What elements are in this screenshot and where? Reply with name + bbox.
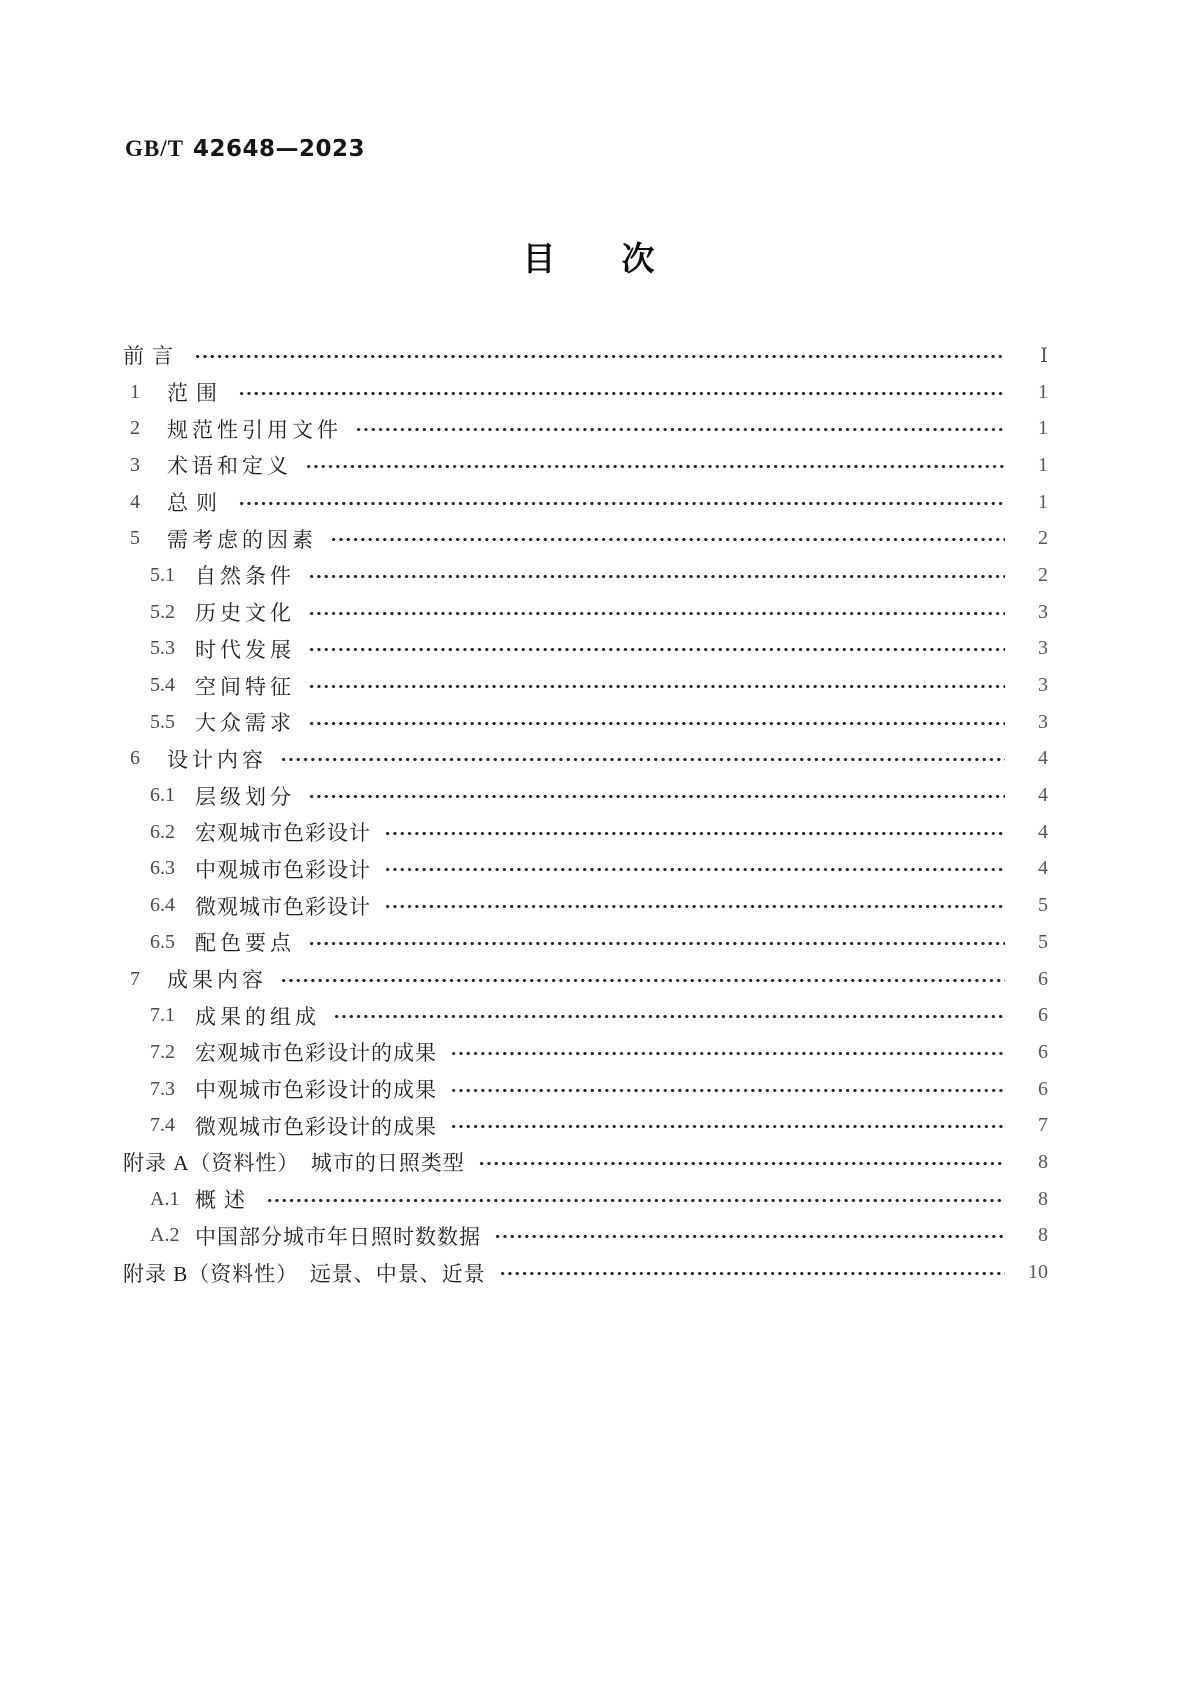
toc-entry-page: 2 — [1038, 527, 1048, 550]
toc-entry-label: 空间特征 — [195, 674, 295, 699]
dot-leader — [384, 829, 1005, 838]
toc-entry-number: 4 — [130, 490, 140, 513]
toc-entry-page: 3 — [1038, 674, 1048, 697]
toc-entry-number: 7.2 — [150, 1040, 175, 1063]
title-char-right: 次 — [621, 240, 655, 277]
toc-entry-page: 3 — [1038, 637, 1048, 660]
toc-entry[interactable] — [123, 1034, 1048, 1071]
toc-entry-number: 5.5 — [150, 710, 175, 733]
toc-entry-page: 6 — [1038, 1004, 1048, 1027]
dot-leader — [330, 535, 1005, 544]
toc-entry-label: 中观城市色彩设计的成果 — [195, 1078, 437, 1103]
dot-leader — [308, 792, 1005, 801]
toc-entry-number: 1 — [130, 380, 140, 403]
dot-leader — [305, 462, 1005, 471]
toc-entry[interactable] — [123, 777, 1048, 814]
standard-code: GB/T — [125, 136, 184, 161]
toc-entry-label: 时代发展 — [195, 637, 295, 662]
toc-entry-page: 6 — [1038, 967, 1048, 990]
toc-entry-label: 附录 A（资料性） 城市的日照类型 — [123, 1151, 465, 1176]
toc-entry-label: 规范性引用文件 — [167, 417, 342, 442]
title-char-left: 目 — [522, 240, 556, 277]
toc-entry-number: 5 — [130, 527, 140, 550]
dot-leader — [266, 1196, 1005, 1205]
toc-entry-label: 附录 B（资料性） 远景、中景、近景 — [123, 1261, 486, 1286]
toc-entry-page: 7 — [1038, 1114, 1048, 1137]
dot-leader — [308, 609, 1005, 618]
toc-entry[interactable] — [123, 594, 1048, 631]
toc-entry-page: 6 — [1038, 1077, 1048, 1100]
dot-leader — [308, 682, 1005, 691]
toc-entry[interactable] — [123, 447, 1048, 484]
toc-entry[interactable] — [123, 410, 1048, 447]
dot-leader — [238, 499, 1005, 508]
toc-entry-page: Ⅰ — [1040, 344, 1048, 367]
toc-entry-number: A.1 — [150, 1187, 180, 1210]
toc-entry-page: 1 — [1038, 380, 1048, 403]
toc-entry-label: 中国部分城市年日照时数数据 — [195, 1224, 481, 1249]
dot-leader — [308, 939, 1005, 948]
dot-leader — [238, 389, 1005, 398]
toc-entry-page: 1 — [1038, 490, 1048, 513]
toc-entry-label: 设计内容 — [167, 747, 267, 772]
toc-entry-page: 6 — [1038, 1040, 1048, 1063]
toc-entry-page: 4 — [1038, 820, 1048, 843]
toc-entry-label: 需考虑的因素 — [167, 527, 317, 552]
toc-entry[interactable] — [123, 1071, 1048, 1108]
toc-entry-number: 3 — [130, 453, 140, 476]
toc-entry[interactable] — [123, 741, 1048, 778]
toc-entry[interactable] — [123, 631, 1048, 668]
dot-leader — [450, 1049, 1005, 1058]
toc-entry[interactable] — [123, 374, 1048, 411]
toc-entry[interactable] — [123, 520, 1048, 557]
toc-entry-number: 5.2 — [150, 600, 175, 623]
toc-entry-number: A.2 — [150, 1224, 180, 1247]
toc-entry[interactable] — [123, 1181, 1048, 1218]
toc-entry[interactable] — [123, 1144, 1048, 1181]
dot-leader — [499, 1269, 1005, 1278]
toc-entry[interactable] — [123, 667, 1048, 704]
dot-leader — [450, 1122, 1005, 1131]
toc-entry-label: 宏观城市色彩设计的成果 — [195, 1041, 437, 1066]
dot-leader — [384, 902, 1005, 911]
toc-entry-page: 3 — [1038, 710, 1048, 733]
toc-entry-number: 7.4 — [150, 1114, 175, 1137]
toc-entry-page: 4 — [1038, 747, 1048, 770]
toc-entry-page: 8 — [1038, 1187, 1048, 1210]
toc-entry-label: 配色要点 — [195, 931, 295, 956]
toc-entry-number: 6 — [130, 747, 140, 770]
toc-entry-number: 6.3 — [150, 857, 175, 880]
toc-entry-page: 8 — [1038, 1224, 1048, 1247]
toc-entry-label: 层级划分 — [195, 784, 295, 809]
toc-entry-number: 6.4 — [150, 894, 175, 917]
toc-entry-number: 5.4 — [150, 674, 175, 697]
dot-leader — [280, 976, 1005, 985]
dot-leader — [494, 1232, 1005, 1241]
toc-entry-label: 前言 — [123, 344, 181, 369]
toc-entry-number: 7 — [130, 967, 140, 990]
toc-entry-label: 历史文化 — [195, 601, 295, 626]
dot-leader — [450, 1086, 1005, 1095]
toc-entry-number: 7.1 — [150, 1004, 175, 1027]
toc-entry-page: 10 — [1028, 1261, 1048, 1284]
toc-entry-page: 5 — [1038, 930, 1048, 953]
toc-entry[interactable] — [123, 1107, 1048, 1144]
toc-entry[interactable] — [123, 337, 1048, 374]
toc-entry[interactable] — [123, 1218, 1048, 1255]
toc-entry[interactable] — [123, 814, 1048, 851]
toc-entry[interactable] — [123, 961, 1048, 998]
dot-leader — [194, 352, 1005, 361]
toc-entry-page: 3 — [1038, 600, 1048, 623]
toc-entry-page: 4 — [1038, 784, 1048, 807]
toc-entry-label: 范围 — [167, 381, 225, 406]
toc-entry-page: 5 — [1038, 894, 1048, 917]
toc-entry-page: 2 — [1038, 563, 1048, 586]
standard-id: 42648—2023 — [192, 136, 365, 162]
dot-leader — [384, 865, 1005, 874]
toc-entry-label: 宏观城市色彩设计 — [195, 821, 371, 846]
toc-entry-label: 术语和定义 — [167, 454, 292, 479]
toc-entry[interactable] — [123, 997, 1048, 1034]
toc-entry-page: 1 — [1038, 417, 1048, 440]
toc-entry[interactable] — [123, 851, 1048, 888]
dot-leader — [478, 1159, 1005, 1168]
page-title — [0, 242, 1177, 275]
toc-entry-label: 微观城市色彩设计的成果 — [195, 1114, 437, 1139]
toc-entry-label: 大众需求 — [195, 711, 295, 736]
toc-entry-label: 中观城市色彩设计 — [195, 857, 371, 882]
toc-entry[interactable] — [123, 1254, 1048, 1291]
toc-entry-label: 成果内容 — [167, 968, 267, 993]
toc-entry-page: 8 — [1038, 1150, 1048, 1173]
toc-entry-number: 5.1 — [150, 563, 175, 586]
toc-entry-label: 总则 — [167, 491, 225, 516]
toc-entry-number: 7.3 — [150, 1077, 175, 1100]
toc-list — [123, 337, 1048, 1291]
toc-entry-label: 自然条件 — [195, 564, 295, 589]
toc-entry-number: 6.1 — [150, 784, 175, 807]
toc-entry-label: 微观城市色彩设计 — [195, 894, 371, 919]
toc-entry-number: 6.2 — [150, 820, 175, 843]
dot-leader — [308, 572, 1005, 581]
toc-entry[interactable] — [123, 484, 1048, 521]
toc-entry[interactable] — [123, 557, 1048, 594]
toc-entry-label: 成果的组成 — [195, 1004, 320, 1029]
dot-leader — [280, 755, 1005, 764]
dot-leader — [355, 425, 1005, 434]
toc-entry-number: 6.5 — [150, 930, 175, 953]
toc-entry[interactable] — [123, 887, 1048, 924]
toc-entry[interactable] — [123, 704, 1048, 741]
toc-entry-page: 1 — [1038, 453, 1048, 476]
standard-number — [125, 136, 365, 162]
dot-leader — [333, 1012, 1005, 1021]
toc-entry-page: 4 — [1038, 857, 1048, 880]
dot-leader — [308, 645, 1005, 654]
toc-entry[interactable] — [123, 924, 1048, 961]
toc-entry-label: 概述 — [195, 1188, 253, 1213]
toc-entry-number: 2 — [130, 417, 140, 440]
dot-leader — [308, 719, 1005, 728]
toc-entry-number: 5.3 — [150, 637, 175, 660]
